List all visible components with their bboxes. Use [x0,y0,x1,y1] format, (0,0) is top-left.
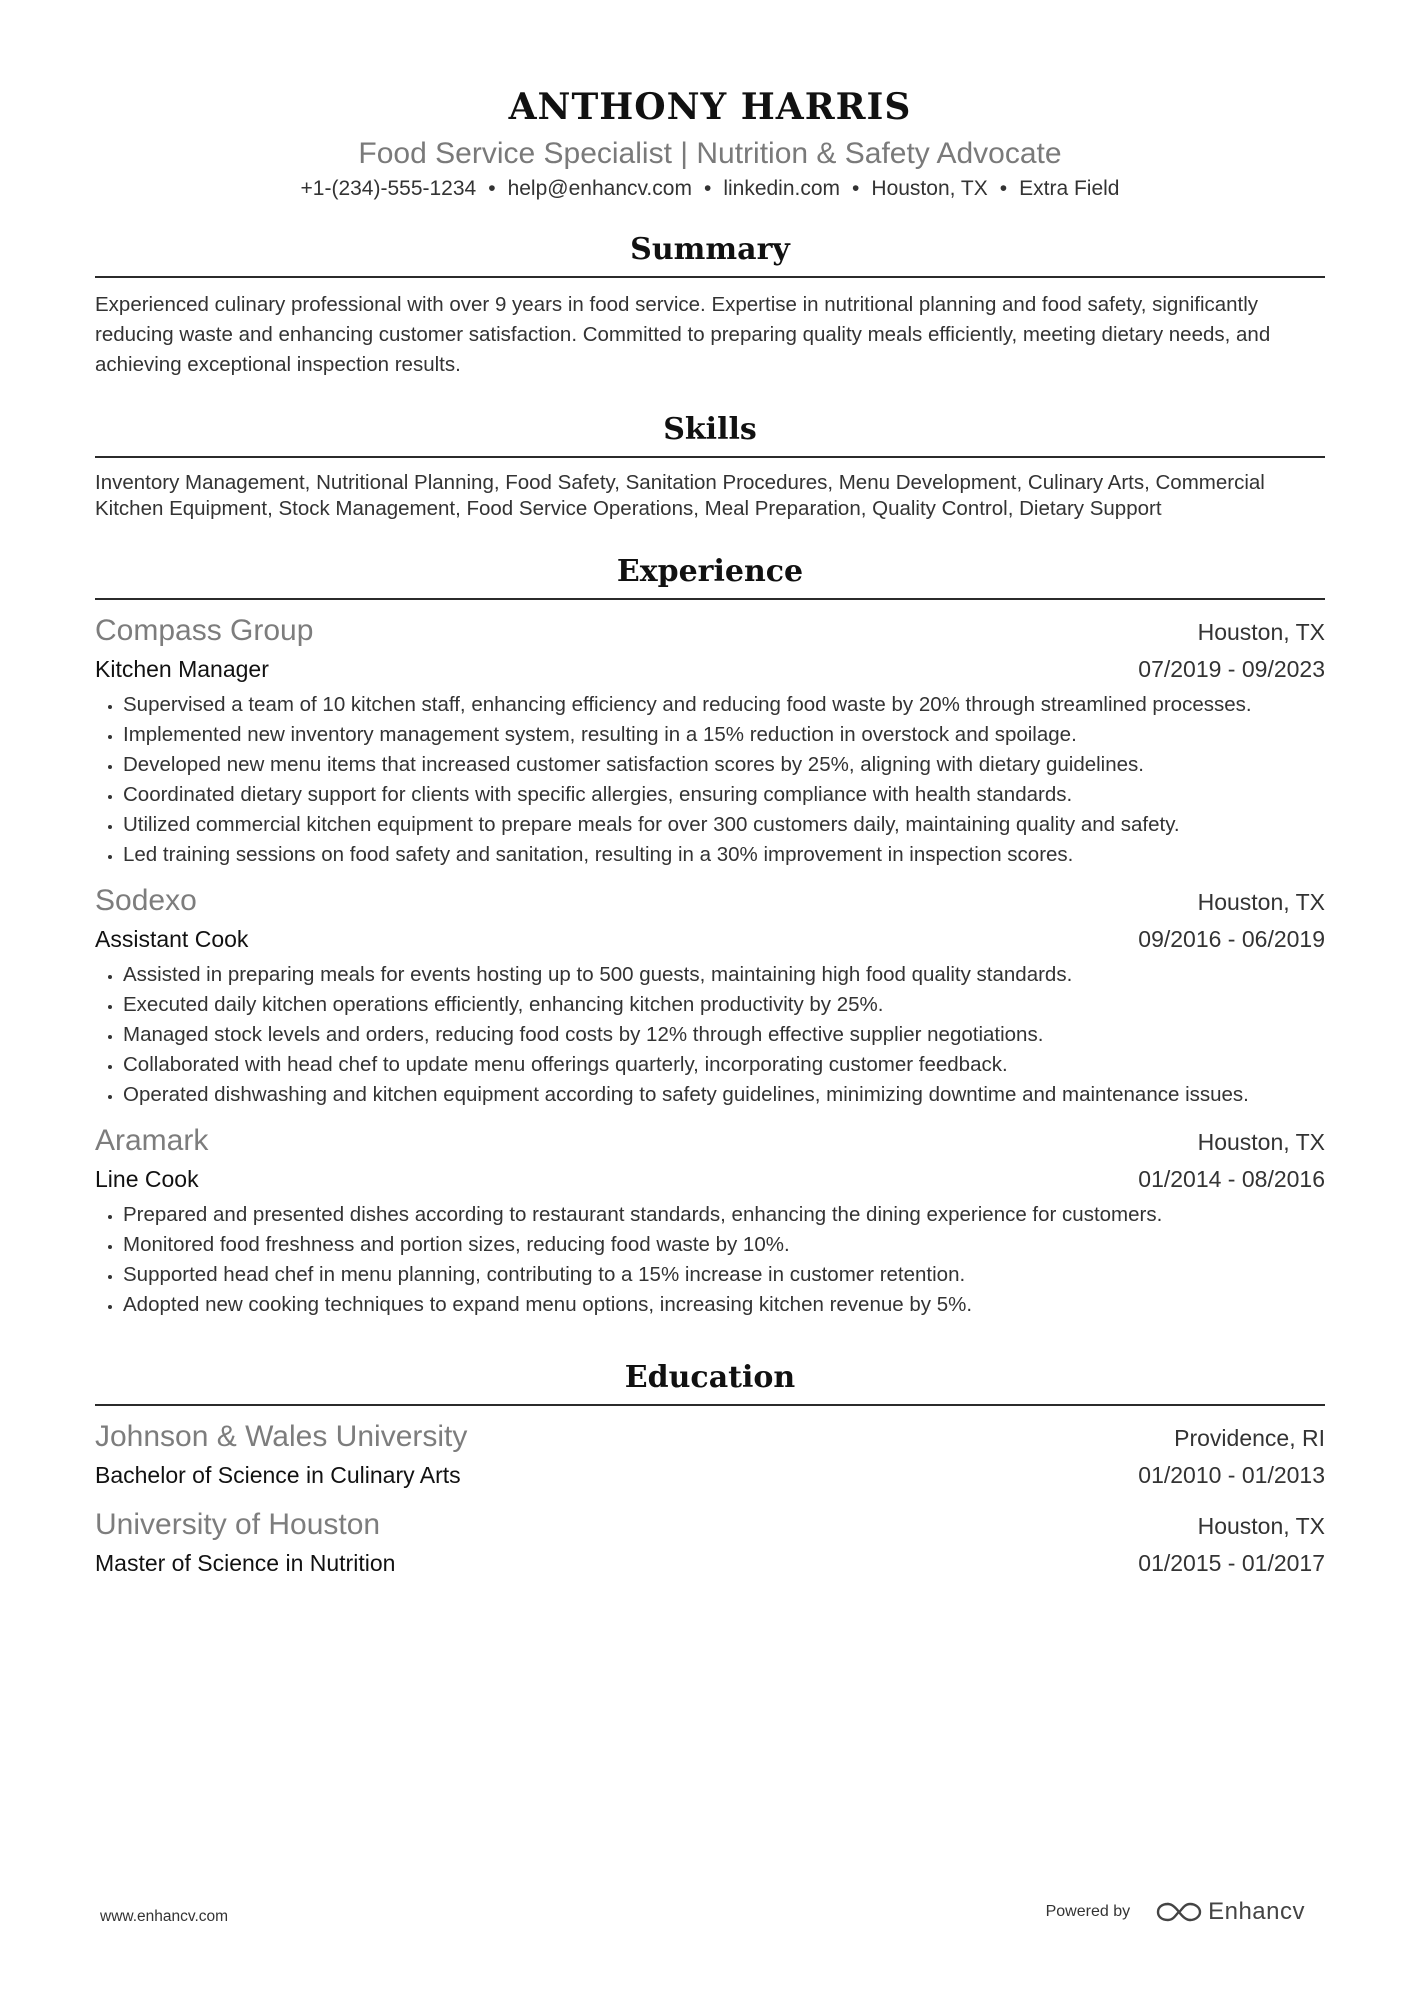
contact-separator: • [852,177,860,200]
job-dates: 07/2019 - 09/2023 [1138,656,1325,682]
list-item: • Executed daily kitchen operations efficiently, enhancing kitchen productivity by 25%. [123,990,1325,1020]
list-item: • Adopted new cooking techniques to expand menu options, increasing kitchen revenue by 5%. [123,1290,1325,1320]
contact-separator: • [488,177,496,200]
candidate-name: ANTHONY HARRIS [508,86,912,128]
experience-entry [95,1122,1325,1320]
resume-page [95,80,1325,1582]
section-title-summary: Summary [95,230,1325,278]
list-item: • Led training sessions on food safety and sanitation, resulting in a 30% improvement in inspection scores. [123,840,1325,870]
contact-line [95,174,1325,204]
job-dates: 09/2016 - 06/2019 [1138,926,1325,952]
list-item: • Utilized commercial kitchen equipment to prepare meals for over 300 customers daily, maintaining quality and safety. [123,810,1325,840]
list-item: • Supervised a team of 10 kitchen staff, enhancing efficiency and reducing food waste by 20% through streamlined processes. [123,690,1325,720]
job-location: Houston, TX [1197,889,1325,915]
experience-entry [95,882,1325,1110]
list-item: • Collaborated with head chef to update menu offerings quarterly, incorporating customer feedback. [123,1050,1325,1080]
skills-text: Inventory Management, Nutritional Planning, Food Safety, Sanitation Procedures, Menu Development, Culinary Arts, Commercial Kitchen Equipment, Stock Management, Food Service Operations, Meal Preparation, Quality Control, Dietary Support [95,471,1265,520]
school-name: Johnson & Wales University [95,1420,468,1453]
brand-name: Enhancv [1208,1898,1305,1925]
contact-separator: • [999,177,1008,200]
contact-extra: Extra Field [1019,177,1120,200]
section-title-education: Education [95,1358,1325,1406]
job-title: Assistant Cook [95,926,249,952]
footer-branding [1046,1898,1305,1926]
powered-by-label: Powered by [1045,1903,1131,1920]
footer-website[interactable]: www.enhancv.com [100,1908,229,1925]
contact-location: Houston, TX [871,177,988,200]
contact-linkedin: linkedin.com [723,177,841,200]
job-title: Line Cook [95,1166,199,1192]
company-name: Aramark [95,1124,209,1157]
job-dates: 01/2014 - 08/2016 [1138,1166,1325,1192]
experience-entry [95,612,1325,870]
experience-section [95,552,1325,1320]
job-location: Houston, TX [1197,1129,1325,1155]
education-dates: 01/2010 - 01/2013 [1138,1462,1325,1488]
list-item: • Prepared and presented dishes according to restaurant standards, enhancing the dining experience for customers. [123,1200,1325,1230]
degree-title: Bachelor of Science in Culinary Arts [95,1462,461,1488]
brand-link[interactable] [1156,1898,1305,1926]
list-item: • Coordinated dietary support for clients with specific allergies, ensuring compliance with health standards. [123,780,1325,810]
summary-section [95,230,1325,380]
education-entry [95,1418,1325,1494]
list-item: • Implemented new inventory management system, resulting in a 15% reduction in overstock and spoilage. [123,720,1325,750]
summary-text: Experienced culinary professional with over 9 years in food service. Expertise in nutritional planning and food safety, significantly reducing waste and enhancing customer satisfaction. Committed to preparing quality meals efficiently, meeting dietary needs, and achieving exceptional inspection results. [95,293,1271,376]
list-item: • Managed stock levels and orders, reducing food costs by 12% through effective supplier negotiations. [123,1020,1325,1050]
candidate-tagline: Food Service Specialist | Nutrition & Safety Advocate [358,137,1062,170]
section-title-experience: Experience [95,552,1325,600]
contact-phone: +1-(234)-555-1234 [300,177,477,200]
job-title: Kitchen Manager [95,656,269,682]
school-location: Providence, RI [1174,1425,1325,1451]
skills-section [95,410,1325,522]
education-entry [95,1506,1325,1582]
list-item: • Monitored food freshness and portion sizes, reducing food waste by 10%. [123,1230,1325,1260]
list-item: • Developed new menu items that increased customer satisfaction scores by 25%, aligning with dietary guidelines. [123,750,1325,780]
job-location: Houston, TX [1197,619,1325,645]
section-title-skills: Skills [95,410,1325,458]
school-name: University of Houston [95,1508,381,1541]
education-section [95,1358,1325,1582]
degree-title: Master of Science in Nutrition [95,1550,396,1576]
contact-email: help@enhancv.com [507,177,692,200]
job-bullets [95,1200,1325,1320]
job-bullets [95,960,1325,1110]
company-name: Compass Group [95,614,314,647]
education-dates: 01/2015 - 01/2017 [1138,1550,1325,1576]
job-bullets [95,690,1325,870]
company-name: Sodexo [95,884,197,917]
enhancv-logo-icon [1156,1900,1202,1924]
school-location: Houston, TX [1197,1513,1325,1539]
list-item: • Assisted in preparing meals for events hosting up to 500 guests, maintaining high food quality standards. [123,960,1325,990]
list-item: • Supported head chef in menu planning, contributing to a 15% increase in customer retention. [123,1260,1325,1290]
list-item: • Operated dishwashing and kitchen equipment according to safety guidelines, minimizing downtime and maintenance issues. [123,1080,1325,1110]
contact-separator: • [703,177,712,200]
